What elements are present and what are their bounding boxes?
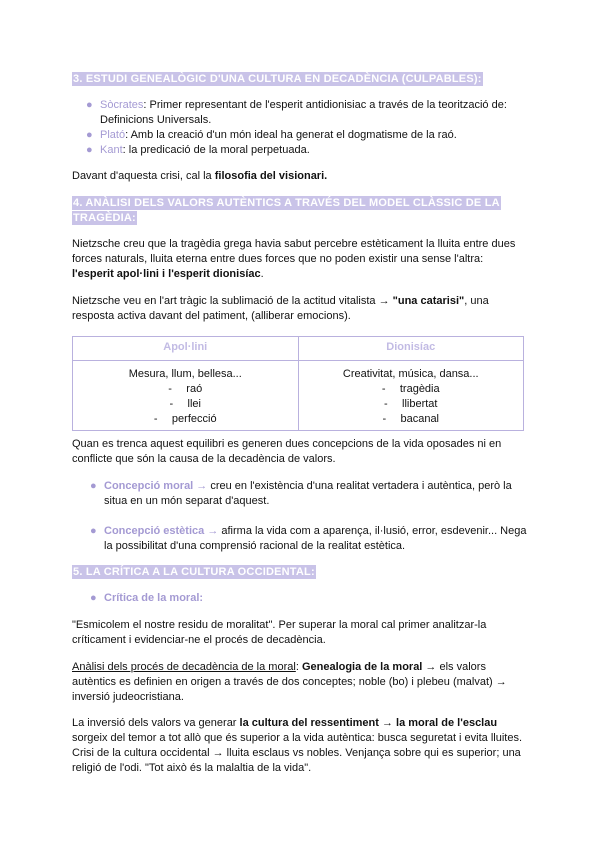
conclusion-text: Davant d'aquesta crisi, cal la <box>72 170 215 182</box>
para-underline: Anàlisi dels procés de decadència de la moral <box>72 661 296 673</box>
bullet-icon: ● <box>86 129 93 141</box>
culprit-name: Sòcrates <box>100 99 144 111</box>
list-item <box>86 479 532 509</box>
apollonian-dionysian-table <box>72 336 524 431</box>
section-4-para-2 <box>72 294 528 324</box>
section-4-para-3 <box>72 437 528 467</box>
section-5-sublist <box>86 591 532 606</box>
bullet-icon: ● <box>90 525 97 537</box>
para-end: , una resposta activa davant del patiment, (alliberar emocions). <box>72 295 489 322</box>
cell-intro: Mesura, llum, bellesa... <box>128 368 242 380</box>
culprit-text: : Primer representant de l'esperit antidionisiac a través de la teorització de: Definicions Universals. <box>100 99 507 126</box>
concepcio-name: Concepció estètica → <box>104 525 219 537</box>
list-item <box>82 143 534 158</box>
cell-item: bacanal <box>400 413 440 425</box>
section-5-para-2 <box>72 660 528 705</box>
cell-intro: Creativitat, música, dansa... <box>342 368 479 380</box>
cell-item: perfecció <box>171 413 217 425</box>
para-bold: Genealogia de la moral <box>301 661 423 673</box>
culprit-name: Plató <box>100 129 126 141</box>
concepcio-text: creu en l'existència d'una realitat vertadera i autèntica, però la situa en un món separat d'aquest. <box>104 480 512 507</box>
culprit-text: : Amb la creació d'un món ideal ha generat el dogmatisme de la raó. <box>125 129 457 141</box>
section-5-heading: 5. LA CRÍTICA A LA CULTURA OCCIDENTAL: <box>73 566 315 578</box>
para-text: → els valors autèntics es definien en origen a través de dos conceptes; noble (bo) i plebeu (malvat) → inversió judeocristiana. <box>72 661 507 703</box>
concepcio-text: afirma la vida com a aparença, il·lusió, error, esdevenir... Nega la possibilitat d'una comprensió racional de la realitat estètica. <box>104 525 527 552</box>
bullet-icon: ● <box>90 592 97 604</box>
para-text: Quan es trenca aquest equilibri es generen dues concepcions de la vida oposades ni en conflicte que són la causa de la decadència de valors. <box>72 438 502 465</box>
section-3-list-block <box>82 98 534 158</box>
section-5-subheading-block <box>86 591 532 606</box>
culprit-text: : la predicació de la moral perpetuada. <box>122 144 310 156</box>
section-5-heading-block <box>72 565 528 580</box>
list-item <box>82 128 534 143</box>
table-cell-apollonian: Mesura, llum, bellesa... - raó - llei - perfecció <box>73 361 299 431</box>
culprit-name: Kant <box>100 144 123 156</box>
cell-item: llei <box>187 398 201 410</box>
para-end: . <box>260 268 264 280</box>
section-4-para-1 <box>72 237 528 282</box>
bullet-icon: ● <box>86 99 93 111</box>
conclusion-bold: filosofia del visionari. <box>214 170 328 182</box>
concepcions-list <box>86 479 532 554</box>
section-3-heading: 3. ESTUDI GENEALÒGIC D'UNA CULTURA EN DECADÈNCIA (CULPABLES): <box>73 73 482 85</box>
apollonian-dionysian-table-block <box>72 336 528 431</box>
list-item <box>86 524 532 554</box>
para-bold: l'esperit apol·lini i l'esperit dionisíac <box>72 268 261 280</box>
concepcions-block <box>86 479 532 554</box>
table-header-apollonian: Apol·lini <box>73 337 299 361</box>
list-item <box>82 98 534 128</box>
table-header-dionysian: Dionisíac <box>298 337 524 361</box>
table-cell-dionysian: Creativitat, música, dansa... - tragèdia - llibertat - bacanal <box>298 361 524 431</box>
section-5-subheading: Crítica de la moral: <box>104 592 204 604</box>
para-text: Nietzsche veu en l'art tràgic la sublimació de la actitud vitalista → <box>72 295 393 307</box>
para-text-rest: sorgeix del temor a tot allò que és superior a la vida autèntica: busca seguretat i evita lluites. Crisi de la cultura occidental → lluita esclaus vs nobles. Venjança sobre qui es superior; una religió de l'odi. "Tot això és la malaltia de la vida". <box>72 732 523 774</box>
para-bold: la cultura del ressentiment → la moral de l'esclau <box>239 717 498 729</box>
para-bold: "una catarisi" <box>392 295 465 307</box>
section-5-para-3 <box>72 716 528 776</box>
section-4-heading: 4. ANÀLISI DELS VALORS AUTÈNTICS A TRAVÉS DEL MODEL CLÀSSIC DE LA TRAGÈDIA: <box>73 197 500 224</box>
culprits-list <box>82 98 534 158</box>
para-colon: : <box>295 661 302 673</box>
para-text: La inversió dels valors va generar <box>72 717 240 729</box>
section-4-heading-block <box>72 196 502 226</box>
concepcio-name: Concepció moral → <box>104 480 208 492</box>
bullet-icon: ● <box>90 480 97 492</box>
cell-item: tragèdia <box>399 383 440 395</box>
cell-item: llibertat <box>402 398 438 410</box>
para-text: Nietzsche creu que la tragèdia grega havia sabut percebre estèticament la lluita entre dues forces naturals, lluita eterna entre dues forces que no poden existir una sense l'altra: <box>72 238 516 265</box>
cell-item: raó <box>186 383 203 395</box>
section-5-para-1 <box>72 618 528 648</box>
list-item <box>86 591 532 606</box>
bullet-icon: ● <box>86 144 93 156</box>
section-3-heading-block <box>72 72 528 87</box>
para-text: "Esmicolem el nostre residu de moralitat". Per superar la moral cal primer analitzar-la críticament i evidenciar-ne el procés de decadència. <box>72 619 487 646</box>
section-3-conclusion <box>72 169 528 184</box>
